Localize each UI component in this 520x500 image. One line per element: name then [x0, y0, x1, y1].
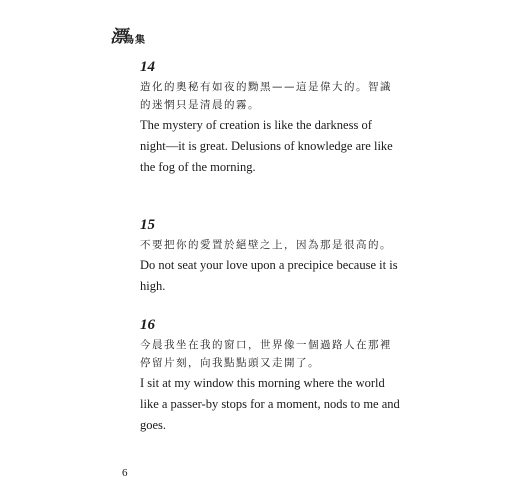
logo-mark: 漂 — [110, 27, 127, 47]
chinese-text: 今晨我坐在我的窗口，世界像一個過路人在那裡停留片刻，向我點點頭又走開了。 — [140, 339, 392, 369]
english-text: Do not seat your love upon a precipice because it is high. — [140, 258, 398, 293]
entry-15 — [140, 216, 400, 297]
page-number: 6 — [122, 467, 128, 479]
entry-number: 15 — [140, 217, 155, 233]
book-logo — [110, 22, 170, 48]
chinese-text: 造化的奧秘有如夜的黝黑——這是偉大的。智識的迷惘只是清晨的霧。 — [140, 81, 392, 111]
english-text: I sit at my window this morning where the world like a passer-by stops for a moment, nods to me and goes. — [140, 376, 400, 432]
english-text: The mystery of creation is like the darkness of night—it is great. Delusions of knowledge are like the fog of the morning. — [140, 118, 393, 174]
entry-16 — [140, 316, 400, 436]
entry-number: 14 — [140, 59, 155, 75]
entry-14 — [140, 58, 400, 178]
entry-number: 16 — [140, 317, 155, 333]
chinese-text: 不要把你的愛置於絕壁之上，因為那是很高的。 — [140, 239, 392, 251]
logo-text: 鳥集 — [124, 35, 146, 46]
